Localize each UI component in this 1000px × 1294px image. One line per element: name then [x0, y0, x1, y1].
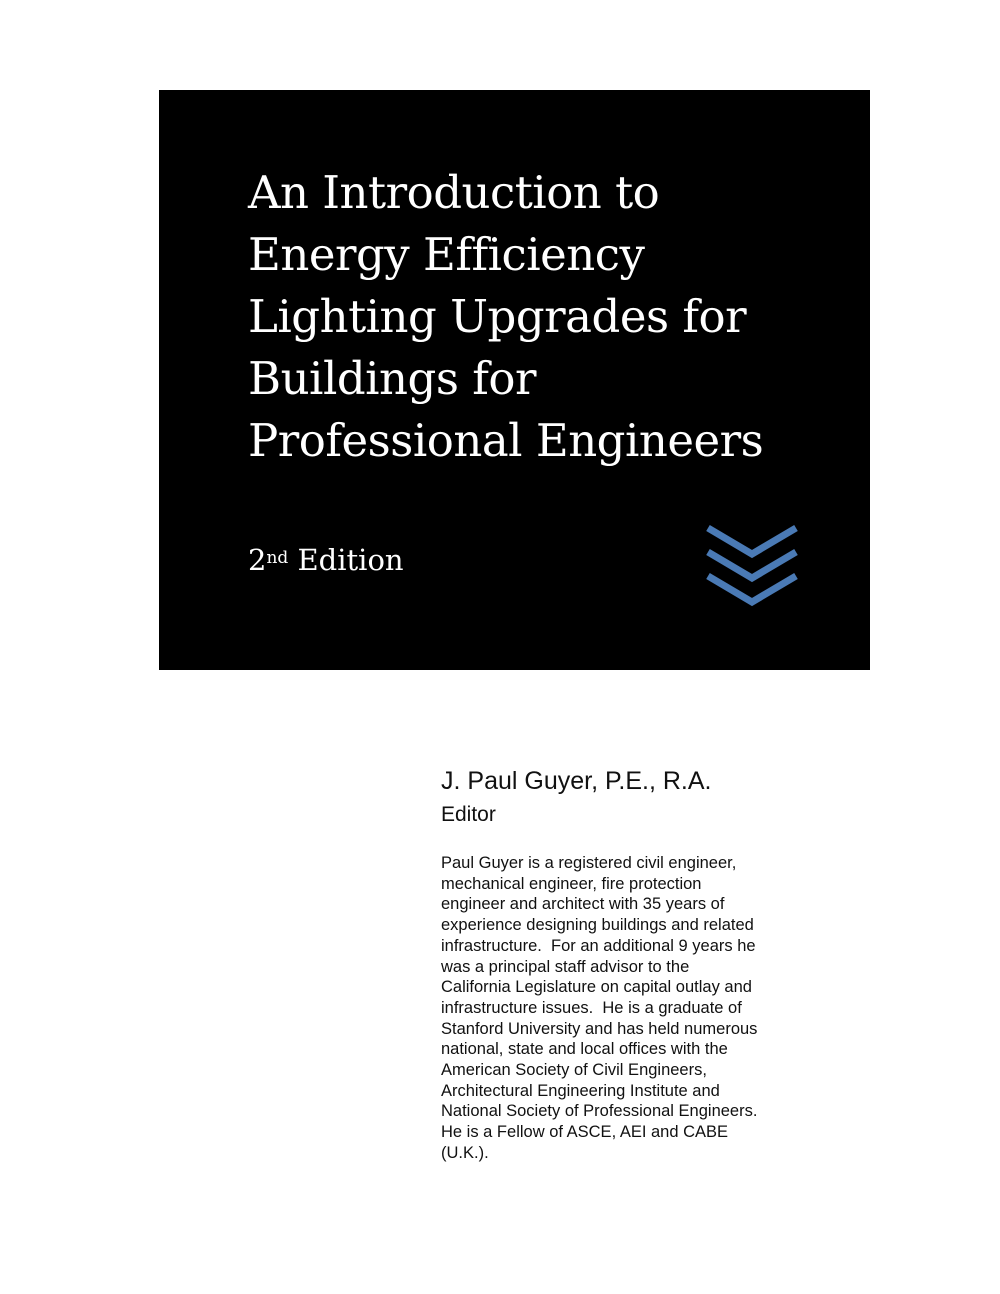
author-role: Editor: [441, 803, 496, 826]
bio-line: Stanford University and has held numerous: [441, 1019, 758, 1038]
bio-line: engineer and architect with 35 years of: [441, 895, 725, 914]
title-line-2: Energy Efficiency: [248, 228, 645, 281]
edition-word: Edition: [288, 543, 404, 577]
book-title: [248, 162, 848, 472]
bio-line: national, state and local offices with the: [441, 1040, 728, 1059]
bio-line: (U.K.).: [441, 1143, 489, 1162]
bio-line: experience designing buildings and related: [441, 916, 754, 935]
cover-panel: [159, 90, 870, 670]
bio-line: National Society of Professional Engineers.: [441, 1102, 758, 1121]
title-line-4: Buildings for: [248, 352, 536, 405]
bio-line: California Legislature on capital outlay and: [441, 978, 752, 997]
bio-line: infrastructure issues. He is a graduate of: [441, 998, 742, 1017]
edition-suffix: nd: [266, 548, 289, 568]
title-line-5: Professional Engineers: [248, 414, 764, 467]
bio-line: American Society of Civil Engineers,: [441, 1061, 707, 1080]
bio-line: mechanical engineer, fire protection: [441, 874, 702, 893]
author-name: J. Paul Guyer, P.E., R.A.: [441, 767, 712, 795]
title-line-1: An Introduction to: [248, 166, 660, 219]
bio-line: Paul Guyer is a registered civil engineer,: [441, 854, 737, 872]
title-line-3: Lighting Upgrades for: [248, 290, 747, 343]
edition-label: [248, 540, 404, 580]
triple-chevron-down-icon: [702, 522, 802, 612]
author-bio: [441, 853, 841, 1164]
bio-line: infrastructure. For an additional 9 years he: [441, 936, 756, 955]
bio-line: Architectural Engineering Institute and: [441, 1081, 720, 1100]
bio-line: was a principal staff advisor to the: [441, 957, 690, 976]
edition-number: 2: [248, 543, 267, 577]
chevron-1-icon: [708, 528, 796, 554]
bio-line: He is a Fellow of ASCE, AEI and CABE: [441, 1123, 729, 1142]
